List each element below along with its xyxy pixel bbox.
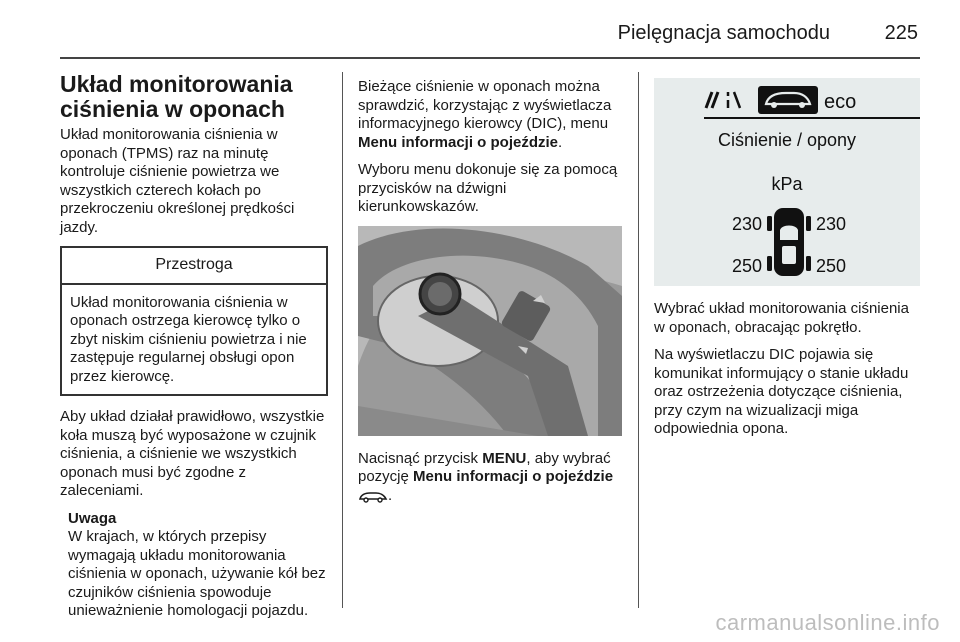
turn-signal-lever-photo xyxy=(358,226,622,436)
note-text: W krajach, w których przepisy wymagają układu monitorowania ciśnienia w oponach, używanie kół bez czujników ciśnienia spowoduje unieważnienie homologacji pojazdu. xyxy=(68,528,326,619)
tire-rear-right-value: 250 xyxy=(816,256,847,276)
note-title: Uwaga xyxy=(68,509,117,527)
paragraph-dic-text: Bieżące ciśnienie w oponach można sprawdzić, korzystając z wyświetlacza informacyjnego kierowcy (DIC), menu xyxy=(358,78,612,132)
intro-paragraph: Układ monitorowania ciśnienia w oponach (TPMS) raz na minutę kontroluje ciśnienie powietrza we wszystkich czterech kołach po przekroczeniu określonej prędkości jazdy. xyxy=(60,126,295,236)
paragraph-select-tpms: Wybrać układ monitorowania ciśnienia w oponach, obracając pokrętło. xyxy=(654,300,909,336)
car-icon xyxy=(358,489,388,503)
press-text: Nacisnąć przycisk xyxy=(358,449,483,467)
note-block xyxy=(60,510,328,621)
warning-text: Układ monitorowania ciśnienia w oponach ostrzega kierowcę tylko o zbyt niskim ciśnieniu powietrza i nie zastępuje regularnej obsługi opon przez kierowcę. xyxy=(70,293,307,385)
body-paragraph: Aby układ działał prawidłowo, wszystkie koła muszą być wyposażone w czujnik ciśnienia, a ciśnienie we wszystkich oponach musi być zgodne z zaleceniami. xyxy=(60,408,325,499)
dic-display-illustration xyxy=(654,78,920,286)
tire-front-right-value: 230 xyxy=(816,214,847,234)
display-unit: kPa xyxy=(771,174,803,194)
header-divider xyxy=(60,57,920,59)
column-divider-1 xyxy=(342,72,343,608)
menu-button-label: MENU xyxy=(482,449,527,467)
menu-name-bold: Menu informacji o pojeździe xyxy=(358,133,559,151)
column-3 xyxy=(654,300,920,448)
display-title: Ciśnienie / opony xyxy=(717,130,857,150)
section-heading: Układ monitorowania ciśnienia w oponach xyxy=(60,71,293,122)
tire-front-left-value: 230 xyxy=(731,214,762,234)
select-text: , aby wybrać pozycję xyxy=(358,449,611,485)
page-header-title: Pielęgnacja samochodu xyxy=(617,22,830,44)
period: . xyxy=(558,133,563,151)
tire-rear-left-value: 250 xyxy=(731,256,762,276)
eco-label: eco xyxy=(824,91,857,113)
paragraph-dic-message: Na wyświetlaczu DIC pojawia się komunikat informujący o stanie układu oraz ostrzeżenia dotyczące ciśnienia, przy czym na wizualizacji miga odpowiednia opona. xyxy=(654,346,909,437)
warning-box xyxy=(60,246,328,396)
paragraph-dic xyxy=(358,78,622,152)
warning-title: Przestroga xyxy=(62,248,326,285)
paragraph-press-menu xyxy=(358,450,622,506)
menu-item-bold: Menu informacji o pojeździe xyxy=(413,468,614,485)
paragraph-lever: Wyboru menu dokonuje się za pomocą przycisków na dźwigni kierunkowskazów. xyxy=(358,161,618,215)
watermark: carmanualsonline.info xyxy=(715,610,940,635)
column-1 xyxy=(60,72,328,621)
page-number: 225 xyxy=(884,22,918,44)
column-divider-2 xyxy=(638,72,639,608)
period: . xyxy=(388,486,393,504)
column-2 xyxy=(358,78,622,514)
